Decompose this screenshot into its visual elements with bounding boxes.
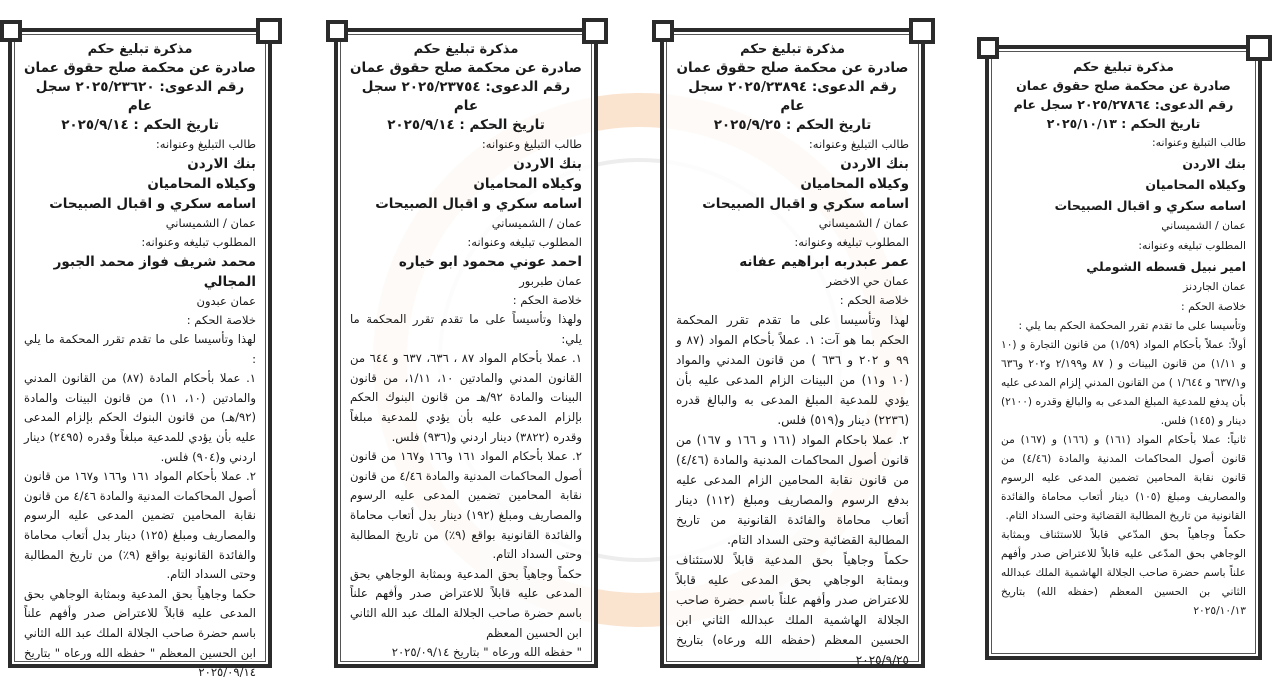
summary-paragraph: وتأسيسا على ما تقدم تقرر المحكمة الحكم بما يلي : <box>1018 320 1246 332</box>
notice-title: مذكرة تبليغ حكم <box>1073 59 1174 74</box>
corner-ornament-icon <box>909 18 935 44</box>
respondent-name: امير نبيل قسطه الشوملي <box>1086 259 1246 274</box>
respondent-label: المطلوب تبليغه وعنوانه: <box>1138 239 1246 252</box>
lawyers-names: اسامه سكري و اقبال الصبيحات <box>375 196 582 212</box>
lawyers-label: وكيلاه المحاميان <box>147 176 256 192</box>
respondent-name: عمر عبدربه ابراهيم عفانه <box>739 254 909 270</box>
judgment-notice <box>8 28 272 680</box>
respondent-address: عمان عبدون <box>196 294 256 308</box>
respondent-address: عمان حي الاخضر <box>826 274 909 288</box>
respondent-label: المطلوب تبليغه وعنوانه: <box>467 235 582 249</box>
corner-ornament-icon <box>582 18 608 44</box>
notice-title: مذكرة تبليغ حكم <box>87 42 193 57</box>
notice-header <box>676 40 909 135</box>
corner-ornament-icon <box>652 20 674 42</box>
summary-label: خلاصة الحكم : <box>512 293 582 307</box>
notice-title: مذكرة تبليغ حكم <box>740 42 845 57</box>
case-number: رقم الدعوى: ٢٠٢٥/٢٧٨٦٤ سجل عام <box>1013 97 1234 112</box>
judgment-notice <box>660 28 925 668</box>
requester-name: بنك الاردن <box>513 156 582 172</box>
lawyers-names: اسامه سكري و اقبال الصبيحات <box>702 196 909 212</box>
judgment-date: تاريخ الحكم : ٢٠٢٥/٩/١٤ <box>387 117 545 133</box>
case-number: رقم الدعوى: ٢٠٢٥/٢٣٨٩٤ سجل عام <box>688 79 897 114</box>
summary-label: خلاصة الحكم : <box>839 293 909 307</box>
summary-paragraph: حكماً وجاهياً بحق المدعية قابلاً للاستئناف وبمثابة الوجاهي بحق المدعى عليه قابلاً للاعتراض صدر وأفهم علناً باسم حضرة صاحب الجلالة الهاشمية الملك عبدالله الثاني ابن الحسين المعظم (حفظه الله ورعاه) بتاريخ ٢٠٢٥/٩/٢٥ <box>676 553 909 667</box>
summary-paragraph: ثانياً: عملا بأحكام المواد (١٦١) و (١٦٦) و (١٦٧) من قانون أصول المحاكمات المدنية والمادة (٤/٤٦) من قانون نقابة المحامين تضمين المدعى عليه الرسوم والمصاريف ومبلغ (١٠٥) دينار أتعاب محاماة والفائدة القانونية من تاريخ المطالبة القضائية وحتى السداد التام. <box>1001 434 1246 522</box>
requester-address: عمان / الشميساني <box>165 216 256 230</box>
corner-ornament-icon <box>326 20 348 42</box>
requester-label: طالب التبليغ وعنوانه: <box>481 137 582 151</box>
summary-paragraph: حكماً وجاهياً بحق المدعية وبمثابة الوجاهي بحق المدعى عليه قابلاً للاعتراض صدر وأفهم علناً باسم حضرة صاحب الجلالة الملك عبد الله الثاني ابن الحسين المعظم <box>350 566 582 640</box>
judgment-summary <box>676 310 909 670</box>
summary-paragraph: لهذا وتأسيسا على ما تقدم تقرر المحكمة الحكم بما هو آت: ١. عملاً بأحكام المواد (٨٧ و ٩٩ و ٢٠٢ و ٦٣٦ ) من قانون المدني والمواد (١٠ و١١) من البينات الزام المدعى عليه بأن يؤدي للمدعية المبلغ المدعى به والبالغ قدره (٢٢٣٦) دينار و(٥١٩) فلس. <box>676 313 910 427</box>
summary-paragraph: ٢. عملا باحكام المواد (١٦١ و ١٦٦ و ١٦٧) من قانون أصول المحاكمات المدنية والمادة (٤/٤٦) من قانون نقابة المحامين الزام المدعى عليه بدفع الرسوم والمصاريف ومبلغ (١١٢) دينار أتعاب محاماة والفائدة القانونية من تاريخ المطالبة القضائية وحتى السداد التام. <box>676 433 909 547</box>
lawyers-names: اسامه سكري و اقبال الصبيحات <box>1054 198 1246 213</box>
court-name: صادرة عن محكمة صلح حقوق عمان <box>1016 78 1231 93</box>
requester-address: عمان / الشميساني <box>1161 219 1246 232</box>
corner-ornament-icon <box>977 37 999 59</box>
summary-paragraph: ١. عملا بأحكام المادة (٨٧) من القانون المدني والمادتين (١٠، ١١) من قانون البينات والمادة (٩٢/هـ) من قانون البنوك الحكم بإلزام المدعى عليه بأن يؤدي للمدعية مبلغاً وقدره (٢٤٩٥) دينار اردني و(٩٠٤) فلس. <box>24 371 256 464</box>
summary-paragraph: حكماً وجاهياً بحق المدّعي قابلاً للاستئناف وبمثابة الوجاهي بحق المدّعى عليه قابلاً للاعتراض صدر وأفهم علناً باسم حضرة صاحب الجلالة الهاشمية الملك عبدالله الثاني بن الحسين المعظم (حفظه الله) بتاريخ ٢٠٢٥/١٠/١٣ <box>1001 529 1246 617</box>
judgment-date: تاريخ الحكم : ٢٠٢٥/١٠/١٣ <box>1046 116 1201 131</box>
summary-paragraph: حكما وجاهياً بحق المدعية وبمثابة الوجاهي بحق المدعى عليه قابلاً للاعتراض صدر وأفهم علناً باسم حضرة صاحب الجلالة الملك عبد الله الثاني ابن الحسين المعظم " حفظه الله ورعاه " بتاريخ ٢٠٢٥/٠٩/١٤ <box>24 586 256 680</box>
requester-label: طالب التبليغ وعنوانه: <box>1152 136 1246 149</box>
requester-name: بنك الاردن <box>840 156 909 172</box>
judgment-summary <box>350 310 582 663</box>
requester-name: بنك الاردن <box>1182 156 1246 171</box>
judgment-notice <box>985 45 1262 660</box>
notice-title: مذكرة تبليغ حكم <box>413 42 519 57</box>
respondent-address: عمان الجاردنز <box>1183 280 1246 293</box>
summary-paragraph: ولهذا وتأسيساً على ما تقدم تقرر المحكمة ما يلي: <box>350 312 582 346</box>
notice-header <box>24 40 256 135</box>
court-name: صادرة عن محكمة صلح حقوق عمان <box>350 60 582 76</box>
lawyers-label: وكيلاه المحاميان <box>800 176 909 192</box>
notice-header <box>1001 57 1246 133</box>
requester-address: عمان / الشميساني <box>491 216 582 230</box>
lawyers-label: وكيلاه المحاميان <box>1145 177 1246 192</box>
corner-ornament-icon <box>256 18 282 44</box>
judgment-date: تاريخ الحكم : ٢٠٢٥/٩/١٤ <box>61 117 219 133</box>
requester-name: بنك الاردن <box>187 156 256 172</box>
judgment-notice <box>334 28 598 668</box>
court-name: صادرة عن محكمة صلح حقوق عمان <box>676 60 909 76</box>
case-number: رقم الدعوى: ٢٠٢٥/٢٣٦٢٠ سجل عام <box>35 79 245 114</box>
requester-label: طالب التبليغ وعنوانه: <box>155 137 256 151</box>
summary-label: خلاصة الحكم : <box>186 313 256 327</box>
judgment-summary <box>1001 317 1246 621</box>
summary-paragraph: ٢. عملا بأحكام المواد ١٦١ و١٦٦ و١٦٧ من قانون أصول المحاكمات المدنية والمادة ٤/٤٦ من قانون نقابة المحامين تضمين المدعى عليه الرسوم والمصاريف ومبلغ (١٩٢) دينار بدل أتعاب محاماة والفائدة القانونية بواقع (٩٪) من تاريخ المطالبة وحتى السداد التام. <box>350 449 582 562</box>
respondent-label: المطلوب تبليغه وعنوانه: <box>794 235 909 249</box>
respondent-name: احمد عوني محمود ابو خياره <box>398 254 582 270</box>
requester-label: طالب التبليغ وعنوانه: <box>808 137 909 151</box>
judgment-summary <box>24 330 256 683</box>
summary-paragraph: ٢. عملا بأحكام المواد ١٦١ و١٦٦ و١٦٧ من قانون أصول المحاكمات المدنية والمادة ٤/٤٦ من قانون نقابة المحامين تضمين المدعى عليه الرسوم والمصاريف ومبلغ (١٢٥) دينار بدل أتعاب محاماة والفائدة القانونية بواقع (٩٪) من تاريخ المطالبة وحتى السداد التام. <box>24 469 256 582</box>
judgment-date: تاريخ الحكم : ٢٠٢٥/٩/٢٥ <box>713 117 872 133</box>
summary-paragraph: " حفظه الله ورعاه " بتاريخ ٢٠٢٥/٠٩/١٤ <box>391 645 582 660</box>
summary-label: خلاصة الحكم : <box>1181 300 1246 313</box>
corner-ornament-icon <box>1246 35 1272 61</box>
lawyers-names: اسامه سكري و اقبال الصبيحات <box>49 196 256 212</box>
case-number: رقم الدعوى: ٢٠٢٥/٢٣٧٥٤ سجل عام <box>361 79 571 114</box>
corner-ornament-icon <box>0 20 22 42</box>
respondent-name: محمد شريف فواز محمد الجبور المجالي <box>53 254 256 290</box>
respondent-label: المطلوب تبليغه وعنوانه: <box>141 235 256 249</box>
respondent-address: عمان طبربور <box>519 274 582 288</box>
notice-header <box>350 40 582 135</box>
summary-paragraph: ١. عملا بأحكام المواد ٨٧ ، ٦٣٦، ٦٣٧ و ٦٤٤ من القانون المدني والمادتين ١٠، ١/١١، من قانون البينات والمادة ٩٢/هـ من قانون البنوك الحكم بإلزام المدعى عليه بأن يؤدي للمدعية مبلغاً وقدره (٣٨٢٢) دينار اردني و(٩٣٦) فلس. <box>350 351 582 444</box>
summary-paragraph: أولاً: عملاً بأحكام المواد (١/٥٩) من قانون التجارة و (١٠ و ١/١١) من قانون البينات و ( ٨٧ و٢/١٩٩ و٢٠٢ و٦٣٦ و٦٣٧/١ و ١/٦٤٤ ) من القانون المدني إلزام المدعى عليه بأن يدفع للمدعية المبلغ المدعى به والبالغ وقدره (٢١٠٠) دينار و (١٤٥) فلس. <box>1001 339 1247 427</box>
court-name: صادرة عن محكمة صلح حقوق عمان <box>24 60 256 76</box>
summary-paragraph: لهذا وتأسيسا على ما تقدم تقرر المحكمة ما يلي : <box>24 332 256 366</box>
lawyers-label: وكيلاه المحاميان <box>473 176 582 192</box>
requester-address: عمان / الشميساني <box>818 216 909 230</box>
